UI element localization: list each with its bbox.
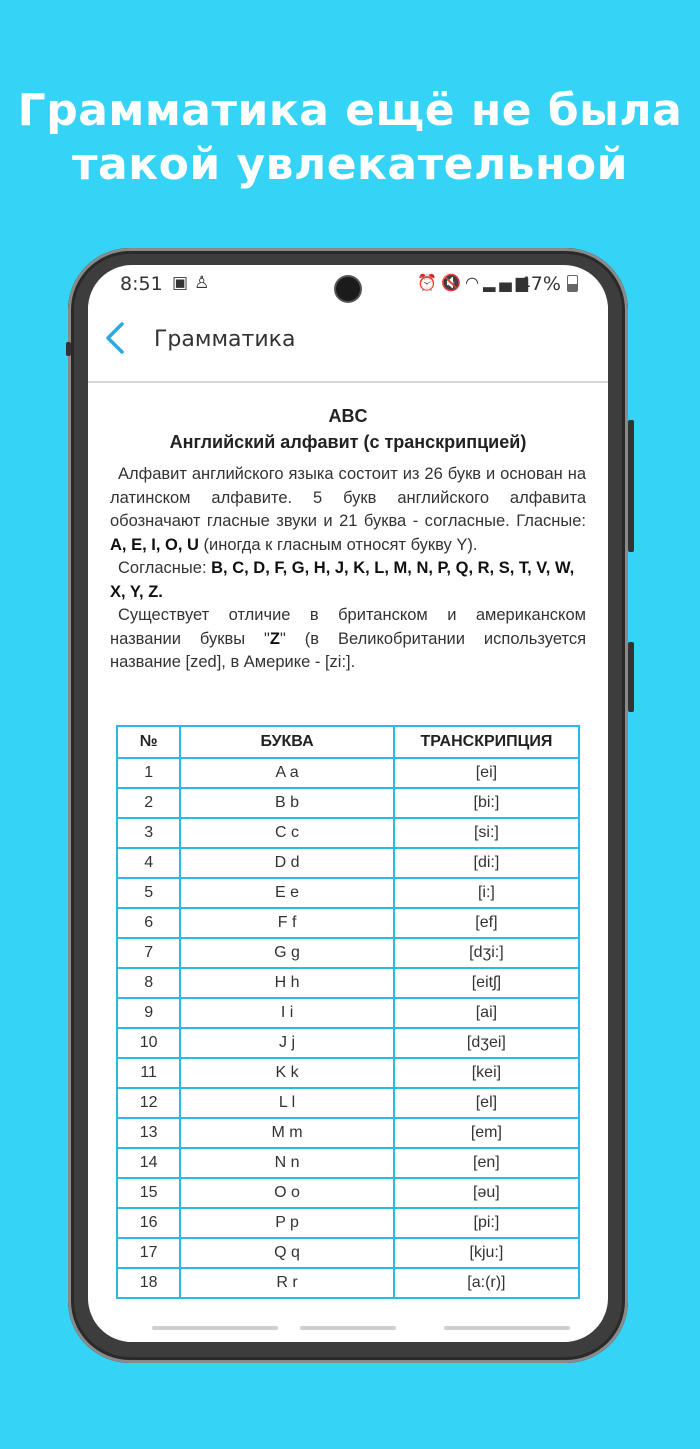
status-time: 8:51 xyxy=(120,273,163,295)
cell-letter: C c xyxy=(180,818,393,848)
cell-transcription: [eitʃ] xyxy=(394,968,579,998)
cell-transcription: [əu] xyxy=(394,1178,579,1208)
table-row xyxy=(117,998,579,1028)
cell-number: 10 xyxy=(117,1028,180,1058)
cell-letter: D d xyxy=(180,848,393,878)
cell-transcription: [ei] xyxy=(394,758,579,788)
table-row xyxy=(117,1088,579,1118)
table-header-row xyxy=(117,726,579,758)
app-bar xyxy=(88,305,608,383)
cell-number: 6 xyxy=(117,908,180,938)
cell-transcription: [el] xyxy=(394,1088,579,1118)
cell-transcription: [ef] xyxy=(394,908,579,938)
cell-number: 3 xyxy=(117,818,180,848)
power-button xyxy=(628,420,634,552)
table-row xyxy=(117,818,579,848)
alphabet-table xyxy=(116,725,580,1299)
table-row xyxy=(117,1238,579,1268)
left-side-button xyxy=(66,342,71,356)
cell-transcription: [en] xyxy=(394,1148,579,1178)
cell-number: 16 xyxy=(117,1208,180,1238)
battery-icon xyxy=(567,275,578,292)
promo-headline xyxy=(0,84,700,192)
paragraph-z-difference xyxy=(110,604,586,675)
cell-number: 11 xyxy=(117,1058,180,1088)
promo-line-1: Грамматика ещё не была xyxy=(17,85,683,136)
cell-letter: E e xyxy=(180,878,393,908)
cell-number: 1 xyxy=(117,758,180,788)
nav-hint-right[interactable] xyxy=(444,1326,570,1330)
cell-transcription: [ai] xyxy=(394,998,579,1028)
table-row xyxy=(117,1178,579,1208)
cell-letter: R r xyxy=(180,1268,393,1298)
cell-number: 2 xyxy=(117,788,180,818)
cell-number: 12 xyxy=(117,1088,180,1118)
cell-number: 13 xyxy=(117,1118,180,1148)
heading-abc: ABC xyxy=(328,406,368,426)
article-content[interactable] xyxy=(88,383,608,1318)
promo-line-2: такой увлекательной xyxy=(72,139,628,190)
cell-transcription: [em] xyxy=(394,1118,579,1148)
battery-level xyxy=(519,273,578,295)
p3-tail: " (в Великобритании используется название [zed], в Америке - [zi:]. xyxy=(110,629,587,671)
status-left-icons xyxy=(172,273,215,293)
table-row xyxy=(117,848,579,878)
cell-letter: O o xyxy=(180,1178,393,1208)
phone-screen xyxy=(88,265,608,1342)
heading-subtitle: Английский алфавит (с транскрипцией) xyxy=(169,432,527,452)
gesture-nav-bar xyxy=(88,1318,608,1342)
cell-letter: F f xyxy=(180,908,393,938)
cell-number: 7 xyxy=(117,938,180,968)
cell-number: 15 xyxy=(117,1178,180,1208)
table-row xyxy=(117,1148,579,1178)
battery-percent: 47% xyxy=(518,273,561,295)
p1-text: Алфавит английского языка состоит из 26 букв и основан на латинском алфавите. 5 букв английского алфавита обозначают гласные звуки и 21 буква - согласные. Гласные: xyxy=(110,465,586,530)
cell-letter: P p xyxy=(180,1208,393,1238)
header-transcription: ТРАНСКРИПЦИЯ xyxy=(394,726,579,758)
cell-letter: B b xyxy=(180,788,393,818)
cell-letter: Q q xyxy=(180,1238,393,1268)
table-row xyxy=(117,878,579,908)
table-row xyxy=(117,908,579,938)
cell-transcription: [dʒei] xyxy=(394,1028,579,1058)
table-row xyxy=(117,1058,579,1088)
cell-number: 9 xyxy=(117,998,180,1028)
table-row xyxy=(117,758,579,788)
cell-transcription: [i:] xyxy=(394,878,579,908)
table-row xyxy=(117,788,579,818)
back-button[interactable] xyxy=(104,321,134,361)
notification-icon: ♙ xyxy=(194,273,216,293)
mute-icon: 🔇 xyxy=(441,273,466,292)
table-row xyxy=(117,1268,579,1298)
cell-letter: M m xyxy=(180,1118,393,1148)
cell-transcription: [kju:] xyxy=(394,1238,579,1268)
signal-icon: ▂▄▆ xyxy=(483,273,532,292)
cell-number: 5 xyxy=(117,878,180,908)
table-row xyxy=(117,938,579,968)
status-right-icons xyxy=(417,273,532,292)
p1-tail: (иногда к гласным относят букву Y). xyxy=(198,535,478,554)
image-icon: ▣ xyxy=(172,273,195,293)
wifi-icon: ◠ xyxy=(465,273,484,292)
p2-bold: B, C, D, F, G, H, J, K, L, M, N, P, Q, R, S, T, V, W, X, Y, Z. xyxy=(110,559,575,601)
p2-text: Согласные: xyxy=(118,559,212,577)
cell-number: 18 xyxy=(117,1268,180,1298)
volume-button xyxy=(628,642,634,712)
cell-transcription: [a:(r)] xyxy=(394,1268,579,1298)
alarm-icon: ⏰ xyxy=(417,273,442,292)
cell-transcription: [di:] xyxy=(394,848,579,878)
paragraph-consonants xyxy=(110,557,586,604)
chevron-left-icon xyxy=(104,321,126,355)
table-body xyxy=(117,758,579,1298)
cell-transcription: [bi:] xyxy=(394,788,579,818)
cell-letter: K k xyxy=(180,1058,393,1088)
cell-number: 17 xyxy=(117,1238,180,1268)
table-row xyxy=(117,1208,579,1238)
p3-text: Существует отличие в британском и американском названии буквы " xyxy=(110,606,586,648)
table-row xyxy=(117,1028,579,1058)
table-row xyxy=(117,968,579,998)
cell-letter: N n xyxy=(180,1148,393,1178)
nav-hint-center[interactable] xyxy=(300,1326,396,1330)
table-row xyxy=(117,1118,579,1148)
cell-transcription: [si:] xyxy=(394,818,579,848)
cell-transcription: [dʒi:] xyxy=(394,938,579,968)
p3-bold: Z xyxy=(269,629,280,648)
cell-number: 4 xyxy=(117,848,180,878)
cell-number: 14 xyxy=(117,1148,180,1178)
cell-letter: I i xyxy=(180,998,393,1028)
cell-letter: J j xyxy=(180,1028,393,1058)
nav-hint-left[interactable] xyxy=(152,1326,278,1330)
header-letter: БУКВА xyxy=(180,726,393,758)
cell-number: 8 xyxy=(117,968,180,998)
paragraph-vowels xyxy=(110,463,586,557)
cell-letter: L l xyxy=(180,1088,393,1118)
cell-letter: G g xyxy=(180,938,393,968)
status-bar xyxy=(88,265,608,305)
header-number: № xyxy=(117,726,180,758)
front-camera xyxy=(336,277,360,301)
p1-bold: A, E, I, O, U xyxy=(110,535,199,554)
cell-letter: H h xyxy=(180,968,393,998)
cell-letter: A a xyxy=(180,758,393,788)
page-title: Грамматика xyxy=(154,327,296,352)
cell-transcription: [pi:] xyxy=(394,1208,579,1238)
article-heading xyxy=(88,403,608,455)
cell-transcription: [kei] xyxy=(394,1058,579,1088)
